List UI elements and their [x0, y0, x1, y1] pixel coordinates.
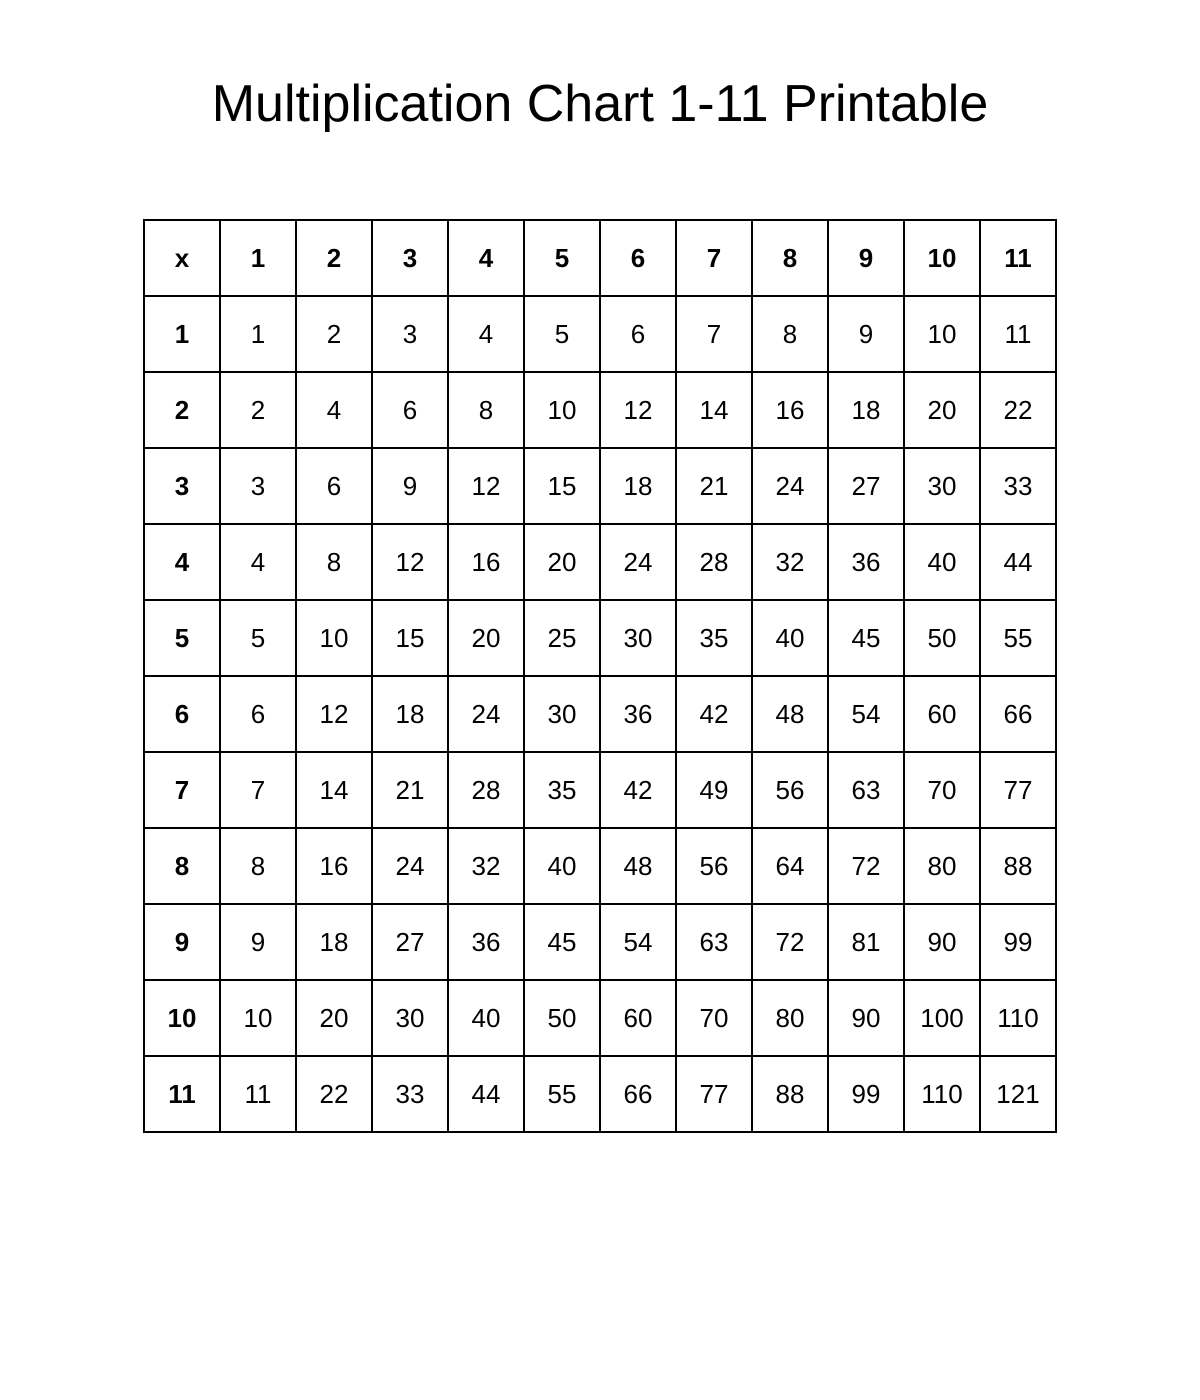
- product-cell: 33: [372, 1056, 448, 1132]
- product-cell: 6: [296, 448, 372, 524]
- column-header: 7: [676, 220, 752, 296]
- table-row: [144, 676, 1056, 752]
- product-cell: 9: [372, 448, 448, 524]
- product-cell: 8: [752, 296, 828, 372]
- product-cell: 30: [904, 448, 980, 524]
- column-header: 6: [600, 220, 676, 296]
- product-cell: 21: [676, 448, 752, 524]
- product-cell: 77: [980, 752, 1056, 828]
- product-cell: 77: [676, 1056, 752, 1132]
- row-header: 1: [144, 296, 220, 372]
- product-cell: 30: [524, 676, 600, 752]
- product-cell: 66: [980, 676, 1056, 752]
- product-cell: 3: [372, 296, 448, 372]
- product-cell: 24: [372, 828, 448, 904]
- product-cell: 9: [828, 296, 904, 372]
- product-cell: 24: [600, 524, 676, 600]
- product-cell: 72: [828, 828, 904, 904]
- product-cell: 36: [600, 676, 676, 752]
- product-cell: 5: [220, 600, 296, 676]
- product-cell: 16: [448, 524, 524, 600]
- table-row: [144, 296, 1056, 372]
- product-cell: 4: [296, 372, 372, 448]
- row-header: 7: [144, 752, 220, 828]
- product-cell: 32: [448, 828, 524, 904]
- row-header: 2: [144, 372, 220, 448]
- product-cell: 35: [524, 752, 600, 828]
- product-cell: 44: [448, 1056, 524, 1132]
- product-cell: 4: [220, 524, 296, 600]
- product-cell: 12: [448, 448, 524, 524]
- product-cell: 40: [752, 600, 828, 676]
- product-cell: 28: [676, 524, 752, 600]
- table-row: [144, 524, 1056, 600]
- product-cell: 121: [980, 1056, 1056, 1132]
- product-cell: 9: [220, 904, 296, 980]
- product-cell: 8: [296, 524, 372, 600]
- product-cell: 8: [448, 372, 524, 448]
- product-cell: 7: [676, 296, 752, 372]
- column-header: 1: [220, 220, 296, 296]
- product-cell: 11: [980, 296, 1056, 372]
- product-cell: 8: [220, 828, 296, 904]
- product-cell: 45: [828, 600, 904, 676]
- product-cell: 10: [524, 372, 600, 448]
- product-cell: 18: [600, 448, 676, 524]
- product-cell: 66: [600, 1056, 676, 1132]
- product-cell: 33: [980, 448, 1056, 524]
- product-cell: 12: [296, 676, 372, 752]
- column-header: 10: [904, 220, 980, 296]
- product-cell: 4: [448, 296, 524, 372]
- product-cell: 55: [524, 1056, 600, 1132]
- product-cell: 5: [524, 296, 600, 372]
- product-cell: 30: [372, 980, 448, 1056]
- product-cell: 22: [296, 1056, 372, 1132]
- product-cell: 54: [600, 904, 676, 980]
- product-cell: 80: [752, 980, 828, 1056]
- product-cell: 48: [752, 676, 828, 752]
- product-cell: 36: [828, 524, 904, 600]
- product-cell: 40: [904, 524, 980, 600]
- product-cell: 35: [676, 600, 752, 676]
- product-cell: 42: [600, 752, 676, 828]
- product-cell: 24: [752, 448, 828, 524]
- product-cell: 80: [904, 828, 980, 904]
- product-cell: 11: [220, 1056, 296, 1132]
- column-header: 5: [524, 220, 600, 296]
- product-cell: 50: [904, 600, 980, 676]
- product-cell: 40: [448, 980, 524, 1056]
- row-header: 11: [144, 1056, 220, 1132]
- product-cell: 99: [980, 904, 1056, 980]
- product-cell: 10: [904, 296, 980, 372]
- row-header: 8: [144, 828, 220, 904]
- header-row: [144, 220, 1056, 296]
- table-row: [144, 904, 1056, 980]
- product-cell: 20: [904, 372, 980, 448]
- product-cell: 14: [676, 372, 752, 448]
- row-header: 5: [144, 600, 220, 676]
- product-cell: 110: [904, 1056, 980, 1132]
- product-cell: 18: [372, 676, 448, 752]
- product-cell: 24: [448, 676, 524, 752]
- table-row: [144, 600, 1056, 676]
- product-cell: 12: [600, 372, 676, 448]
- product-cell: 12: [372, 524, 448, 600]
- product-cell: 25: [524, 600, 600, 676]
- product-cell: 54: [828, 676, 904, 752]
- product-cell: 1: [220, 296, 296, 372]
- row-header: 6: [144, 676, 220, 752]
- product-cell: 110: [980, 980, 1056, 1056]
- product-cell: 10: [296, 600, 372, 676]
- column-header: 11: [980, 220, 1056, 296]
- product-cell: 20: [448, 600, 524, 676]
- product-cell: 55: [980, 600, 1056, 676]
- product-cell: 40: [524, 828, 600, 904]
- product-cell: 3: [220, 448, 296, 524]
- product-cell: 70: [676, 980, 752, 1056]
- table-row: [144, 828, 1056, 904]
- product-cell: 60: [600, 980, 676, 1056]
- product-cell: 16: [296, 828, 372, 904]
- product-cell: 2: [296, 296, 372, 372]
- page-title: Multiplication Chart 1-11 Printable: [211, 75, 989, 133]
- column-header: 2: [296, 220, 372, 296]
- product-cell: 100: [904, 980, 980, 1056]
- product-cell: 63: [828, 752, 904, 828]
- product-cell: 15: [372, 600, 448, 676]
- row-header: 4: [144, 524, 220, 600]
- product-cell: 32: [752, 524, 828, 600]
- product-cell: 56: [752, 752, 828, 828]
- product-cell: 6: [600, 296, 676, 372]
- product-cell: 22: [980, 372, 1056, 448]
- product-cell: 56: [676, 828, 752, 904]
- product-cell: 15: [524, 448, 600, 524]
- product-cell: 60: [904, 676, 980, 752]
- product-cell: 45: [524, 904, 600, 980]
- product-cell: 49: [676, 752, 752, 828]
- column-header: 3: [372, 220, 448, 296]
- product-cell: 18: [296, 904, 372, 980]
- column-header: 8: [752, 220, 828, 296]
- product-cell: 27: [828, 448, 904, 524]
- table-row: [144, 980, 1056, 1056]
- product-cell: 42: [676, 676, 752, 752]
- table-row: [144, 448, 1056, 524]
- table-row: [144, 372, 1056, 448]
- product-cell: 64: [752, 828, 828, 904]
- product-cell: 20: [296, 980, 372, 1056]
- product-cell: 6: [220, 676, 296, 752]
- row-header: 10: [144, 980, 220, 1056]
- product-cell: 16: [752, 372, 828, 448]
- product-cell: 27: [372, 904, 448, 980]
- table-body: [144, 220, 1056, 1132]
- corner-cell: x: [144, 220, 220, 296]
- table-row: [144, 752, 1056, 828]
- multiplication-table: [143, 219, 1057, 1133]
- product-cell: 70: [904, 752, 980, 828]
- product-cell: 81: [828, 904, 904, 980]
- column-header: 4: [448, 220, 524, 296]
- product-cell: 72: [752, 904, 828, 980]
- product-cell: 18: [828, 372, 904, 448]
- product-cell: 2: [220, 372, 296, 448]
- product-cell: 48: [600, 828, 676, 904]
- product-cell: 50: [524, 980, 600, 1056]
- product-cell: 20: [524, 524, 600, 600]
- row-header: 9: [144, 904, 220, 980]
- product-cell: 44: [980, 524, 1056, 600]
- row-header: 3: [144, 448, 220, 524]
- product-cell: 36: [448, 904, 524, 980]
- product-cell: 21: [372, 752, 448, 828]
- product-cell: 7: [220, 752, 296, 828]
- product-cell: 90: [828, 980, 904, 1056]
- table-row: [144, 1056, 1056, 1132]
- product-cell: 6: [372, 372, 448, 448]
- column-header: 9: [828, 220, 904, 296]
- product-cell: 99: [828, 1056, 904, 1132]
- product-cell: 10: [220, 980, 296, 1056]
- product-cell: 88: [752, 1056, 828, 1132]
- product-cell: 63: [676, 904, 752, 980]
- product-cell: 30: [600, 600, 676, 676]
- product-cell: 88: [980, 828, 1056, 904]
- product-cell: 28: [448, 752, 524, 828]
- product-cell: 90: [904, 904, 980, 980]
- product-cell: 14: [296, 752, 372, 828]
